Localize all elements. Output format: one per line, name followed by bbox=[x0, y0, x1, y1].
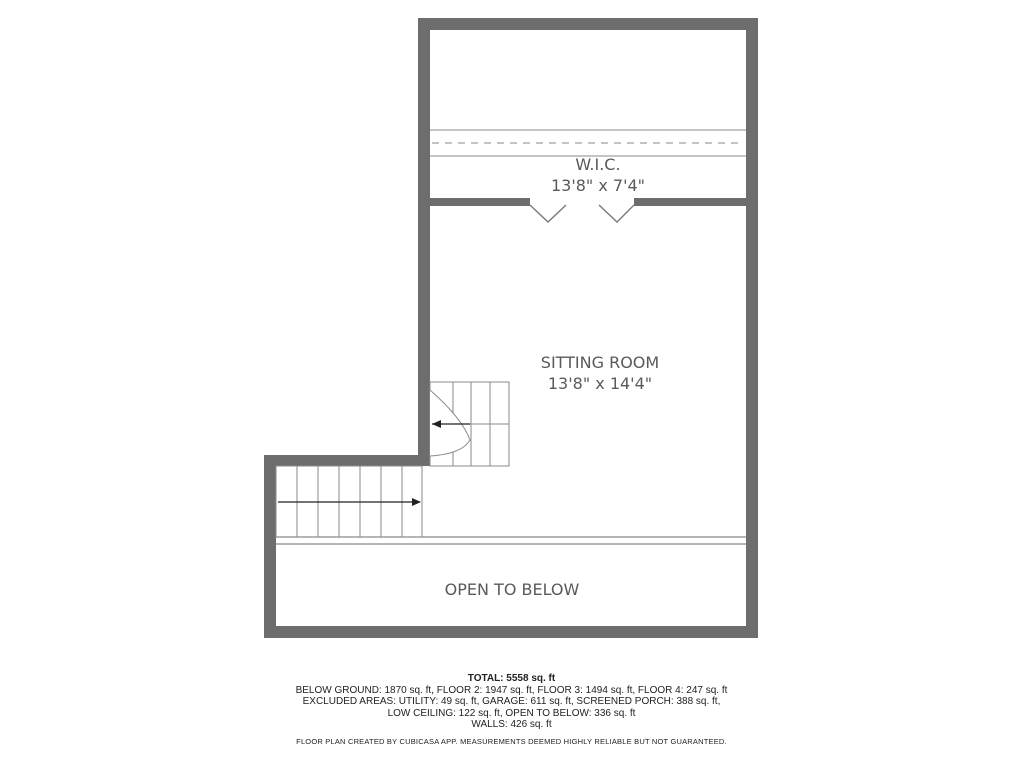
walls bbox=[264, 18, 758, 638]
room-dimensions-sitting-room: 13'8" x 14'4" bbox=[547, 374, 653, 393]
wic-double-door bbox=[530, 205, 634, 222]
wic-shelf bbox=[430, 130, 746, 156]
room-label-wic bbox=[518, 154, 678, 196]
stair-arrow-right bbox=[412, 498, 421, 506]
wall-top bbox=[418, 18, 758, 30]
area-line-walls: WALLS: 426 sq. ft bbox=[471, 719, 552, 730]
room-dimensions-wic: 13'8" x 7'4" bbox=[550, 176, 646, 195]
room-name-open-to-below: OPEN TO BELOW bbox=[444, 580, 580, 599]
railing bbox=[276, 537, 746, 544]
area-line-excluded: EXCLUDED AREAS: UTILITY: 49 sq. ft, GARAGE: 611 sq. ft, SCREENED PORCH: 388 sq. ft, bbox=[302, 696, 721, 707]
total-area: TOTAL: 5558 sq. ft bbox=[467, 673, 556, 684]
lower-stair bbox=[276, 466, 422, 537]
disclaimer: FLOOR PLAN CREATED BY CUBICASA APP. MEASUREMENTS DEEMED HIGHLY RELIABLE BUT NOT GUARANTEED. bbox=[296, 736, 727, 746]
wall-left-lower bbox=[264, 455, 430, 466]
wall-bottom bbox=[264, 626, 758, 638]
room-name-wic: W.I.C. bbox=[575, 155, 621, 174]
room-label-open-to-below bbox=[412, 579, 612, 600]
wic-wall-left bbox=[430, 198, 530, 206]
wall-left-outer bbox=[264, 455, 276, 638]
wall-left-upper bbox=[418, 18, 430, 462]
area-line-floors: BELOW GROUND: 1870 sq. ft, FLOOR 2: 1947 sq. ft, FLOOR 3: 1494 sq. ft, FLOOR 4: 247 sq. ft bbox=[295, 684, 728, 696]
room-name-sitting-room: SITTING ROOM bbox=[540, 353, 660, 372]
area-line-low-ceiling: LOW CEILING: 122 sq. ft, OPEN TO BELOW: 336 sq. ft bbox=[387, 707, 636, 719]
area-summary bbox=[0, 673, 1023, 747]
room-label-sitting-room bbox=[505, 352, 695, 394]
wall-right bbox=[746, 18, 758, 638]
upper-stair bbox=[430, 382, 509, 466]
wic-wall-right bbox=[634, 198, 746, 206]
